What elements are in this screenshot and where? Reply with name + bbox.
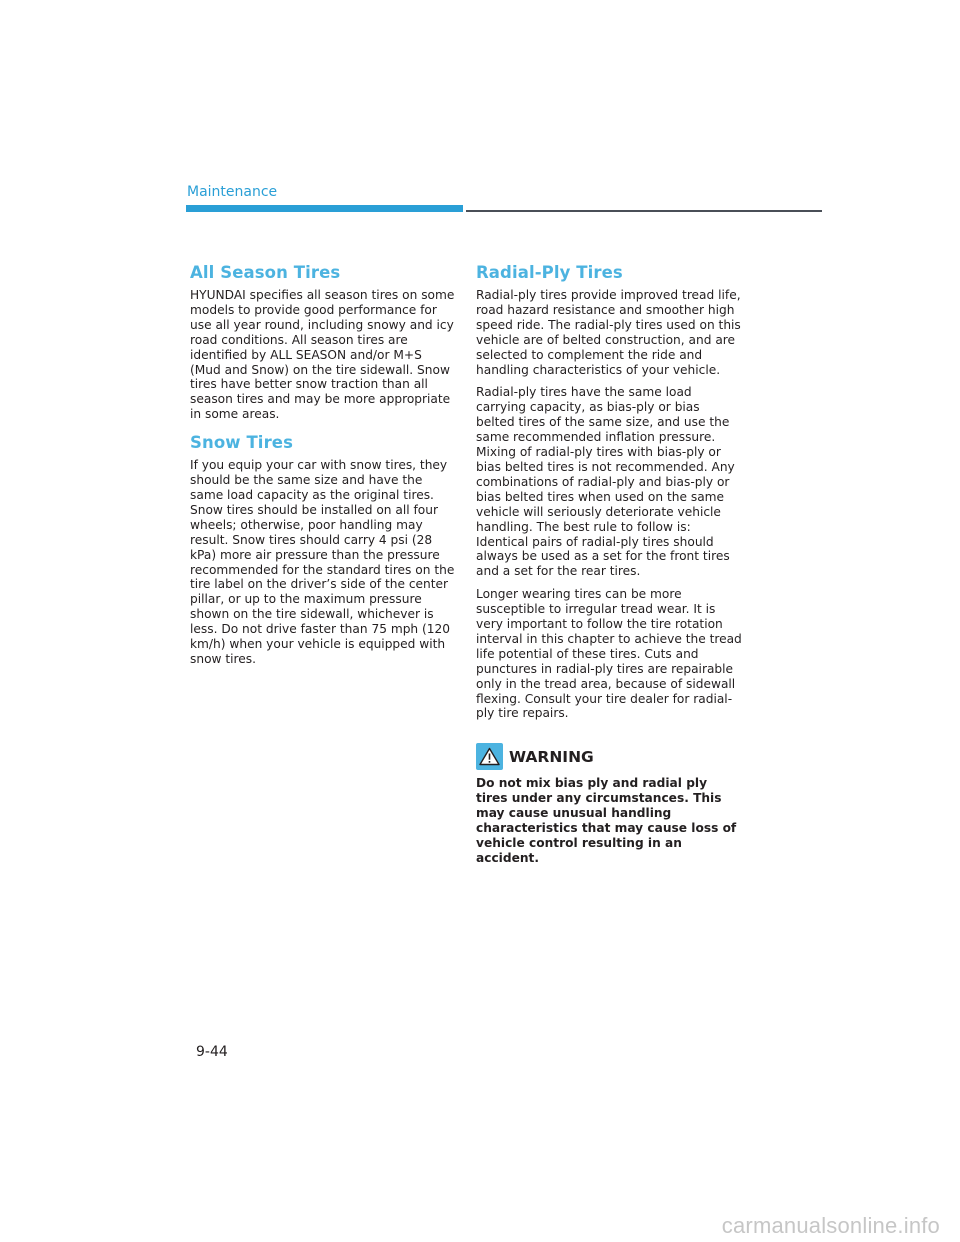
all-season-tires-text: HYUNDAI specifies all season tires on some models to provide good performance for use all year round, including snowy and icy road conditions. All season tires are identified by ALL SEASON and/or M+S (Mud and Snow) on the tire sidewall. Snow tires have better snow traction than all season tires and may be more appropriate in some areas. xyxy=(190,288,455,422)
snow-tires-text: If you equip your car with snow tires, they should be the same size and have the same load capacity as the original tires. Snow tires should be installed on all four wheels; otherwise, poor handling may result. Snow tires should carry 4 psi (28 kPa) more air pressure than the pressure recommended for the standard tires on the tire label on the driver’s side of the center pillar, or up to the maximum pressure shown on the tire sidewall, whichever is less. Do not drive faster than 75 mph (120 km/h) when your vehicle is equipped with snow tires. xyxy=(190,458,455,666)
page-number: 9-44 xyxy=(196,1044,228,1060)
left-column xyxy=(190,262,456,675)
radial-ply-paragraph-2: Radial-ply tires have the same load carrying capacity, as bias-ply or bias belted tires of the same size, and use the same recommended inflation pressure. Mixing of radial-ply tires with bias-ply or bias belted tires is not recommended. Any combinations of radial-ply and bias-ply or bias belted tires when used on the same vehicle will seriously deteriorate vehicle handling. The best rule to follow is: Identical pairs of radial-ply tires should always be used as a set for the front tires and a set for the rear tires. xyxy=(476,385,735,579)
right-column xyxy=(476,262,742,866)
warning-text: Do not mix bias ply and radial ply tires under any circumstances. This may cause unusual handling characteristics that may cause loss of vehicle control resulting in an accident. xyxy=(476,776,737,865)
section-title: Maintenance xyxy=(187,184,278,200)
radial-ply-paragraph-1: Radial-ply tires provide improved tread life, road hazard resistance and smoother high speed ride. The radial-ply tires used on this vehicle are of belted construction, and are selected to complement the ride and handling characteristics of your vehicle. xyxy=(476,288,741,377)
warning-box xyxy=(476,743,742,865)
radial-ply-paragraph-3: Longer wearing tires can be more susceptible to irregular tread wear. It is very important to follow the tire rotation interval in this chapter to achieve the tread life potential of these tires. Cuts and punctures in radial-ply tires are repairable only in the tread area, because of sidewall flexing. Consult your tire dealer for radial-ply tire repairs. xyxy=(476,587,742,721)
watermark: carmanualsonline.info xyxy=(721,1213,940,1238)
all-season-tires-heading: All Season Tires xyxy=(190,263,341,282)
warning-title: WARNING xyxy=(509,747,594,766)
snow-tires-heading: Snow Tires xyxy=(190,433,294,453)
header-divider-rule xyxy=(466,210,822,212)
warning-header xyxy=(476,743,742,770)
warning-triangle-icon xyxy=(476,743,503,770)
header-accent-rule xyxy=(186,205,463,212)
radial-ply-tires-heading: Radial-Ply Tires xyxy=(476,263,623,282)
